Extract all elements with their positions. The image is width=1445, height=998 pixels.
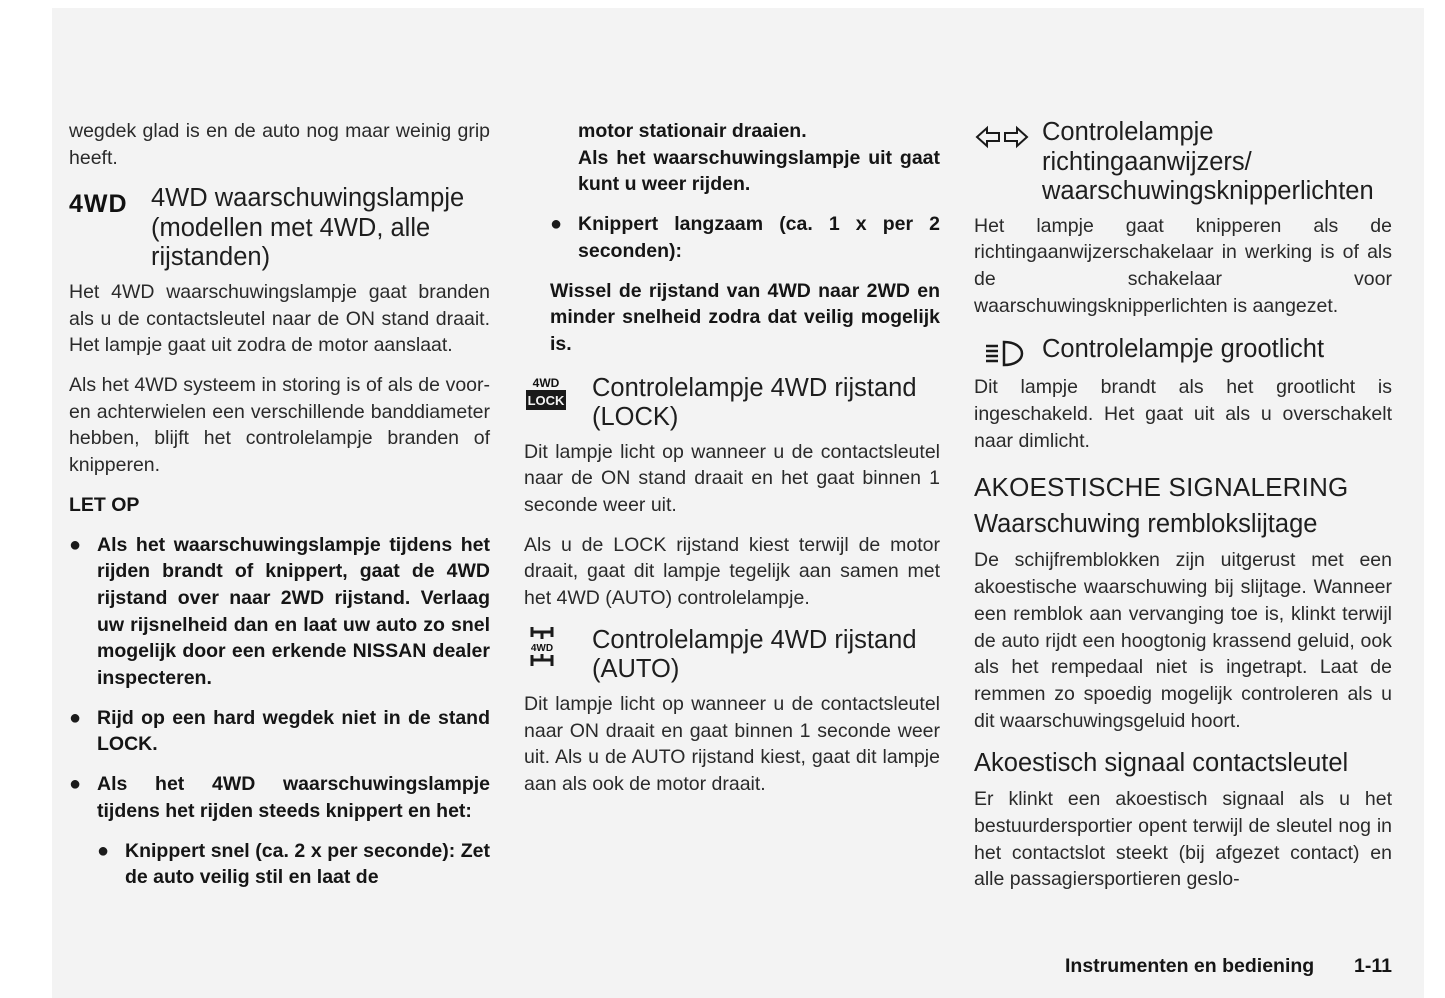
4wd-lock-icon xyxy=(524,374,592,414)
lock-icon-top-text: 4WD xyxy=(532,375,560,390)
continued-text: Als het waarschuwingslampje uit gaat kunt u weer rijden. xyxy=(578,146,940,196)
caution-label: LET OP xyxy=(69,493,140,516)
paragraph: Als u de LOCK rijstand kiest terwijl de motor draait, gaat dit lampje tegelijk aan samen met het 4WD (AUTO) controlelampje. xyxy=(524,533,940,610)
bullet-text: Knippert langzaam (ca. 1 x per 2 seconden): xyxy=(578,213,940,262)
bullet-icon: ● xyxy=(69,533,82,556)
subsection-title: Akoestisch signaal contactsleutel xyxy=(974,749,1349,778)
bullet-icon: ● xyxy=(69,773,82,796)
bullet-icon: ● xyxy=(97,839,110,862)
footer-section-name: Instrumenten en bediening xyxy=(1065,955,1315,977)
subsection-title: Waarschuwing remblokslijtage xyxy=(974,510,1318,539)
heading-4wd-auto xyxy=(524,626,940,685)
paragraph: Het 4WD waarschuwingslampje gaat branden als u de contactsleutel naar de ON stand draait. Het lampje gaat uit zodra de motor aanslaat. xyxy=(69,280,490,357)
high-beam-icon xyxy=(974,335,1042,368)
sub-bullet-item xyxy=(550,211,940,264)
section-title: AKOESTISCHE SIGNALERING xyxy=(974,472,1349,503)
continued-bullet xyxy=(578,118,940,198)
bullet-item xyxy=(69,532,490,692)
page-number: 1-11 xyxy=(1354,955,1392,977)
column-middle xyxy=(524,118,940,798)
bullet-icon: ● xyxy=(550,213,563,236)
bullet-text: Knippert snel (ca. 2 x per seconde): Zet de auto veilig stil en laat de xyxy=(125,839,490,889)
4wd-auto-icon xyxy=(524,626,592,668)
heading-beam-title: Controlelampje grootlicht xyxy=(1042,335,1325,364)
heading-high-beam xyxy=(974,335,1392,368)
turn-signal-arrows-icon xyxy=(974,118,1042,150)
paragraph: Dit lampje licht op wanneer u de contactsleutel naar ON draait en gaat binnen 1 seconde weer uit. Als u de AUTO rijstand kiest, gaat dit lampje aan als ook de motor draait. xyxy=(524,692,940,795)
bullet-text: Rijd op een hard wegdek niet in de stand LOCK. xyxy=(97,706,490,756)
continued-text: motor stationair draaien. xyxy=(578,120,807,142)
heading-turn-title: Controlelampje richtingaanwijzers/ waarschuwingsknipperlichten xyxy=(1042,118,1374,205)
column-left xyxy=(69,118,490,891)
paragraph: Het lampje gaat knipperen als de richtingaanwijzerschakelaar in werking is of als de schakelaar voor waarschuwingsknipperlichten is aangezet. xyxy=(974,214,1392,317)
heading-4wd-title: 4WD waarschuwingslampje (modellen met 4WD, alle rijstanden) xyxy=(151,184,465,272)
paragraph: Als het 4WD systeem in storing is of als de voor- en achterwielen een verschillende banddiameter hebben, blijft het controlelampje branden of knipperen. xyxy=(69,374,490,477)
heading-4wd-warning xyxy=(69,184,490,273)
heading-4wd-lock xyxy=(524,374,940,433)
instruction-text: Wissel de rijstand van 4WD naar 2WD en minder snelheid zodra dat veilig mogelijk is. xyxy=(550,279,940,355)
page-footer xyxy=(1065,955,1392,978)
paragraph: Dit lampje brandt als het grootlicht is ingeschakeld. Het gaat uit als u overschakelt naar dimlicht. xyxy=(974,376,1392,452)
heading-lock-title: Controlelampje 4WD rijstand (LOCK) xyxy=(592,373,917,432)
bullet-item xyxy=(69,705,490,758)
sub-bullet-item xyxy=(97,838,490,891)
heading-auto-title: Controlelampje 4WD rijstand (AUTO) xyxy=(592,625,917,684)
bullet-icon: ● xyxy=(69,706,82,729)
paragraph: De schijfremblokken zijn uitgerust met een akoestische waarschuwing bij slijtage. Wanneer een remblok aan vervanging toe is, klinkt terwijl de auto rijdt een hoogtonig krassend geluid, ook als het rempedaal niet is ingetrapt. Laat de remmen zo spoedig mogelijk controleren als u dit waarschuwingsgeluid hoort. xyxy=(974,549,1392,732)
4wd-icon: 4WD xyxy=(69,190,128,219)
bullet-text: Als het 4WD waarschuwingslampje tijdens het rijden steeds knippert en het: xyxy=(97,773,490,822)
paragraph: Dit lampje licht op wanneer u de contactsleutel naar de ON stand draait en het gaat binnen 1 seconde weer uit. xyxy=(524,440,940,517)
heading-turn-signals xyxy=(974,118,1392,207)
bullet-text: Als het waarschuwingslampje tijdens het rijden brandt of knippert, gaat de 4WD rijstand over naar 2WD rijstand. Verlaag uw rijsnelheid dan en laat uw auto zo snel mogelijk door een erkende NISSAN dealer inspecteren. xyxy=(97,533,490,690)
lock-icon-bottom-text: LOCK xyxy=(527,392,565,408)
intro-text: wegdek glad is en de auto nog maar weinig grip heeft. xyxy=(69,120,490,169)
paragraph: Er klinkt een akoestisch signaal als u het bestuurdersportier opent terwijl de sleutel nog in het contactslot steekt (bij afgezet contact) en alle passagiersportieren geslo- xyxy=(974,788,1392,891)
auto-icon-text: 4WD xyxy=(530,642,554,654)
bullet-item xyxy=(69,771,490,824)
column-right xyxy=(974,118,1392,893)
